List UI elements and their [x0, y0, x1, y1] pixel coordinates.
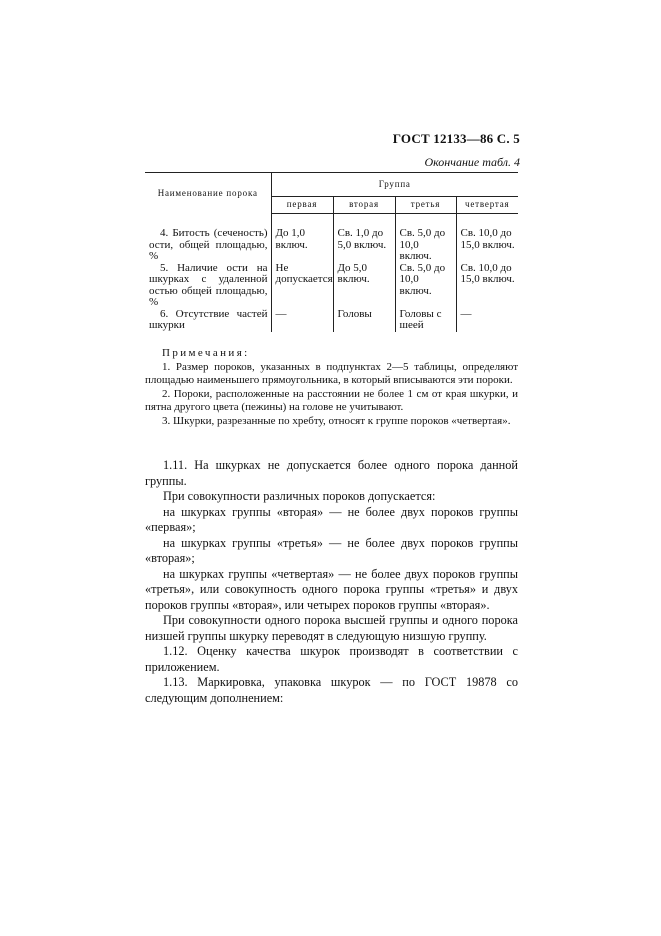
defects-table: [145, 172, 518, 332]
notes-title: Примечания:: [162, 347, 250, 359]
table-notes: [145, 347, 518, 428]
table-caption: Окончание табл. 4: [424, 155, 520, 169]
note-item: 2. Пороки, расположенные на расстоянии не более 1 см от края шкурки, и пятна другого цвета (пежины) на голове не учитывают.: [145, 387, 518, 413]
defect-name: 4. Битость (сеченость) ости, общей площадью, %: [145, 228, 271, 263]
note-item: 3. Шкурки, разрезанные по хребту, относят к группе пороков «четвертая».: [162, 414, 511, 427]
column-header-group-3: третья: [395, 197, 456, 214]
paragraph: При совокупности различных пороков допускается:: [163, 489, 436, 503]
table-row: [145, 309, 518, 332]
table-cell: Не допускается: [271, 263, 333, 309]
table-row: [145, 263, 518, 309]
paragraph: на шкурках группы «вторая» — не более двух пороков группы «первая»;: [145, 504, 518, 534]
table-cell: Св. 10,0 до 15,0 включ.: [460, 227, 515, 251]
column-header-group-2: вторая: [333, 197, 395, 214]
table-cell: До 5,0 включ.: [333, 263, 395, 309]
paragraph: на шкурках группы «третья» — не более двух пороков группы «вторая»;: [145, 535, 518, 565]
table-cell: —: [271, 309, 333, 332]
paragraph: При совокупности одного порока высшей группы и одного порока низшей группы шкурку переводят в следующую низшую группу.: [145, 613, 518, 643]
table-cell: До 1,0 включ.: [271, 228, 333, 263]
table-cell: Св. 10,0 до 15,0 включ.: [460, 261, 515, 285]
column-header-defect-name: Наименование порока: [145, 173, 271, 214]
table-cell: Головы: [333, 309, 395, 332]
body-text: [145, 458, 518, 706]
table-cell: —: [460, 307, 472, 320]
defect-name: 5. Наличие ости на шкурках с удаленной остью общей площадью, %: [145, 263, 271, 309]
column-header-group: Группа: [271, 173, 518, 197]
paragraph: 1.11. На шкурках не допускается более одного порока данной группы.: [145, 458, 518, 488]
table-row: [145, 228, 518, 263]
column-header-group-1: первая: [271, 197, 333, 214]
defect-name: 6. Отсутствие частей шкурки: [145, 309, 271, 332]
paragraph: 1.13. Маркировка, упаковка шкурок — по ГОСТ 19878 со следующим дополнением:: [145, 675, 518, 705]
table-cell: Св. 5,0 до 10,0 включ.: [395, 228, 456, 263]
table-cell: Св. 1,0 до 5,0 включ.: [333, 228, 395, 263]
column-header-group-4: четвертая: [456, 197, 518, 214]
page-header: ГОСТ 12133—86 С. 5: [392, 131, 520, 146]
paragraph: 1.12. Оценку качества шкурок производят в соответствии с приложением.: [145, 644, 518, 674]
note-item: 1. Размер пороков, указанных в подпунктах 2—5 таблицы, определяют площадью наименьшего прямоугольника, в который вписываются эти пороки.: [145, 360, 518, 386]
table-cell: Св. 5,0 до 10,0 включ.: [395, 263, 456, 309]
table-cell: Головы с шеей: [395, 309, 456, 332]
paragraph: на шкурках группы «четвертая» — не более двух пороков группы «третья», или совокупность одного порока группы «третья» и двух пороков группы «вторая», или четырех пороков группы «вторая».: [145, 566, 518, 612]
